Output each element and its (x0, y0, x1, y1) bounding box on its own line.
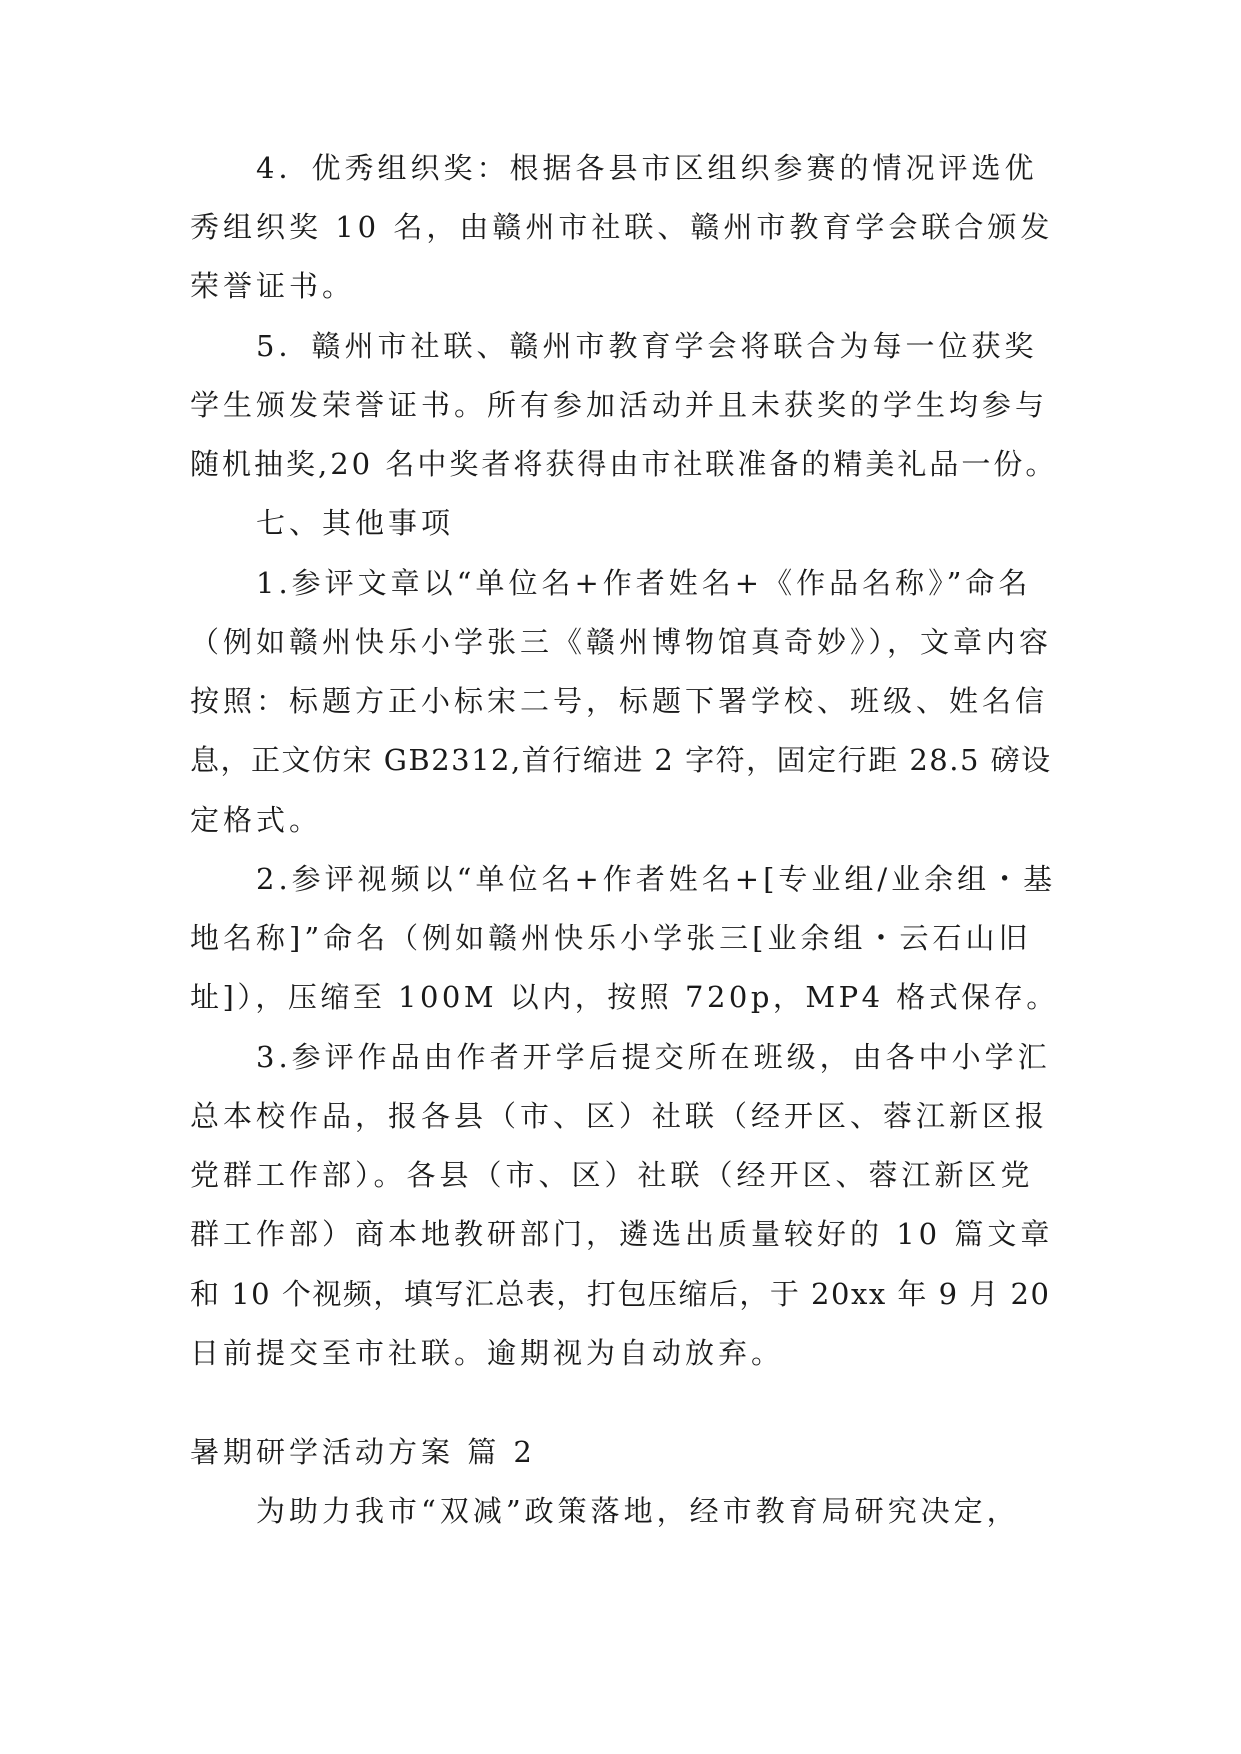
text-line: 5．赣州市社联、赣州市教育学会将联合为每一位获奖 (256, 329, 1038, 363)
text-line: 2.参评视频以“单位名+作者姓名+[专业组/业余组・基 (256, 862, 1057, 896)
text-line: 息，正文仿宋 GB2312,首行缩进 2 字符，固定行距 28.5 磅设 (190, 743, 1052, 777)
text-line: 3.参评作品由作者开学后提交所在班级，由各中小学汇 (256, 1040, 1051, 1074)
text-line: 学生颁发荣誉证书。所有参加活动并且未获奖的学生均参与 (190, 388, 1049, 422)
text-line: 按照：标题方正小标宋二号，标题下署学校、班级、姓名信 (190, 684, 1049, 718)
text-line: 地名称]”命名（例如赣州快乐小学张三[业余组・云石山旧 (190, 921, 1032, 955)
text-line: 1.参评文章以“单位名+作者姓名+《作品名称》”命名 (256, 566, 1032, 600)
text-line: 日前提交至市社联。逾期视为自动放弃。 (190, 1336, 785, 1370)
text-line: 4．优秀组织奖：根据各县市区组织参赛的情况评选优 (256, 151, 1038, 185)
text-line: 址]），压缩至 100M 以内，按照 720p，MP4 格式保存。 (190, 980, 1059, 1014)
text-line: 和 10 个视频，填写汇总表，打包压缩后，于 20xx 年 9 月 20 (190, 1277, 1051, 1311)
text-line: 荣誉证书。 (190, 269, 356, 303)
text-line: 秀组织奖 10 名，由赣州市社联、赣州市教育学会联合颁发 (190, 210, 1054, 244)
text-line: 随机抽奖,20 名中奖者将获得由市社联准备的精美礼品一份。 (190, 447, 1058, 481)
text-line: 群工作部）商本地教研部门，遴选出质量较好的 10 篇文章 (190, 1217, 1054, 1251)
text-line: 总本校作品，报各县（市、区）社联（经开区、蓉江新区报 (190, 1099, 1049, 1133)
article-title: 暑期研学活动方案 篇 2 (190, 1435, 536, 1469)
text-line: 定格式。 (190, 803, 323, 837)
text-line: （例如赣州快乐小学张三《赣州博物馆真奇妙》），文章内容 (190, 625, 1053, 659)
text-line: 为助力我市“双减”政策落地，经市教育局研究决定， (256, 1494, 1020, 1528)
text-line: 党群工作部）。各县（市、区）社联（经开区、蓉江新区党 (190, 1158, 1034, 1192)
section-heading: 七、其他事项 (256, 506, 455, 540)
